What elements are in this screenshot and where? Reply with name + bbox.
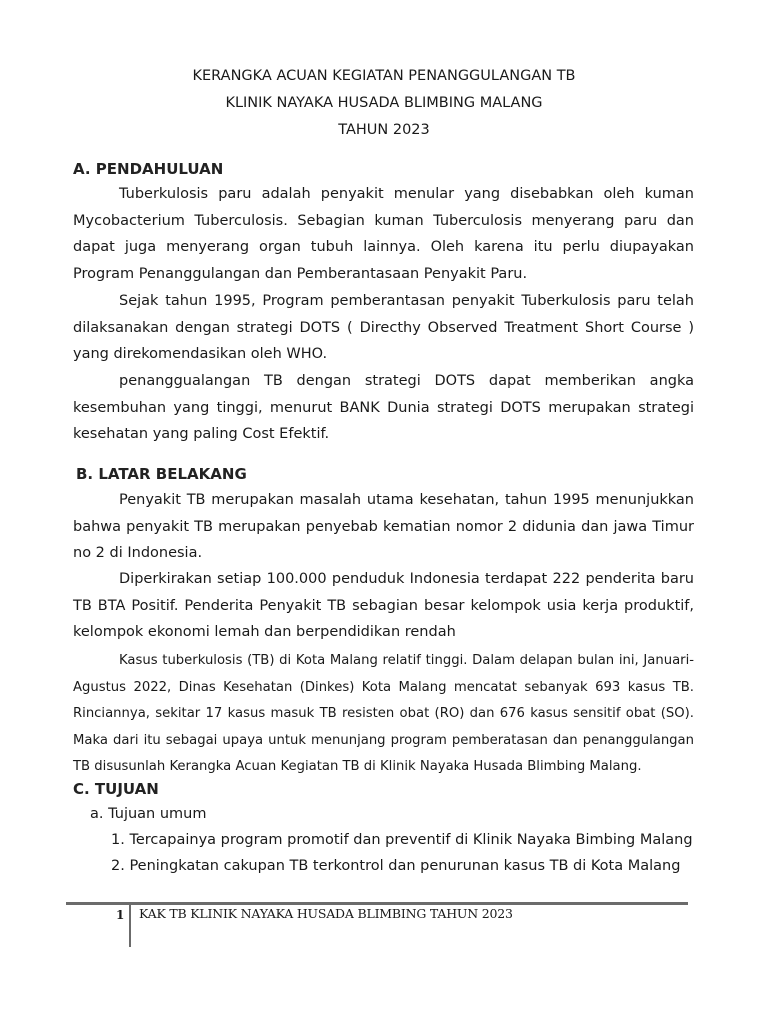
paragraph-pendahuluan-2: Sejak tahun 1995, Program pemberantasan penyakit Tuberkulosis paru telah dilaksanakan dengan strategi DOTS ( Directhy Observed Treatment Short Course ) yang direkomendasikan oleh WHO. [73,293,694,362]
subheading-tujuan-umum: a. Tujuan umum [90,806,207,822]
list-item-tujuan-1: 1. Tercapainya program promotif dan preventif di Klinik Nayaka Bimbing Malang [111,832,693,848]
doc-title-line-3: TAHUN 2023 [338,122,430,138]
footer-divider [66,902,688,905]
paragraph-latar-belakang-1: Penyakit TB merupakan masalah utama kesehatan, tahun 1995 menunjukkan bahwa penyakit TB merupakan penyebab kematian nomor 2 didunia dan jawa Timur no 2 di Indonesia. [73,492,694,561]
heading-pendahuluan: A. PENDAHULUAN [73,160,224,178]
doc-title-line-2: KLINIK NAYAKA HUSADA BLIMBING MALANG [225,95,543,111]
paragraph-pendahuluan-1: Tuberkulosis paru adalah penyakit menular yang disebabkan oleh kuman Mycobacterium Tuberculosis. Sebagian kuman Tuberculosis menyerang paru dan dapat juga menyerang organ tubuh lainnya. Oleh karena itu perlu diupayakan Program Penanggulangan dan Pemberantasaan Penyakit Paru. [73,186,694,282]
doc-title-line-1: KERANGKA ACUAN KEGIATAN PENANGGULANGAN TB [192,68,576,84]
footer-vertical-divider [129,905,131,947]
list-item-tujuan-2: 2. Peningkatan cakupan TB terkontrol dan penurunan kasus TB di Kota Malang [111,858,681,874]
paragraph-latar-belakang-3: Kasus tuberkulosis (TB) di Kota Malang relatif tinggi. Dalam delapan bulan ini, Januari-Agustus 2022, Dinas Kesehatan (Dinkes) Kota Malang mencatat sebanyak 693 kasus TB. Rinciannya, sekitar 17 kasus masuk TB resisten obat (RO) dan 676 kasus sensitif obat (SO). Maka dari itu sebagai upaya untuk menunjang program pemberatasan dan penanggulangan TB disusunlah Kerangka Acuan Kegiatan TB di Klinik Nayaka Husada Blimbing Malang. [73,653,694,774]
footer-text: KAK TB KLINIK NAYAKA HUSADA BLIMBING TAHUN 2023 [139,906,513,921]
page-number: 1 [116,908,125,922]
paragraph-latar-belakang-2: Diperkirakan setiap 100.000 penduduk Indonesia terdapat 222 penderita baru TB BTA Positif. Penderita Penyakit TB sebagian besar kelompok usia kerja produktif, kelompok ekonomi lemah dan berpendidikan rendah [73,571,694,640]
heading-latar-belakang: B. LATAR BELAKANG [76,465,247,483]
heading-tujuan: C. TUJUAN [73,780,159,798]
paragraph-pendahuluan-3: penanggualangan TB dengan strategi DOTS dapat memberikan angka kesembuhan yang tinggi, menurut BANK Dunia strategi DOTS merupakan strategi kesehatan yang paling Cost Efektif. [73,373,694,442]
